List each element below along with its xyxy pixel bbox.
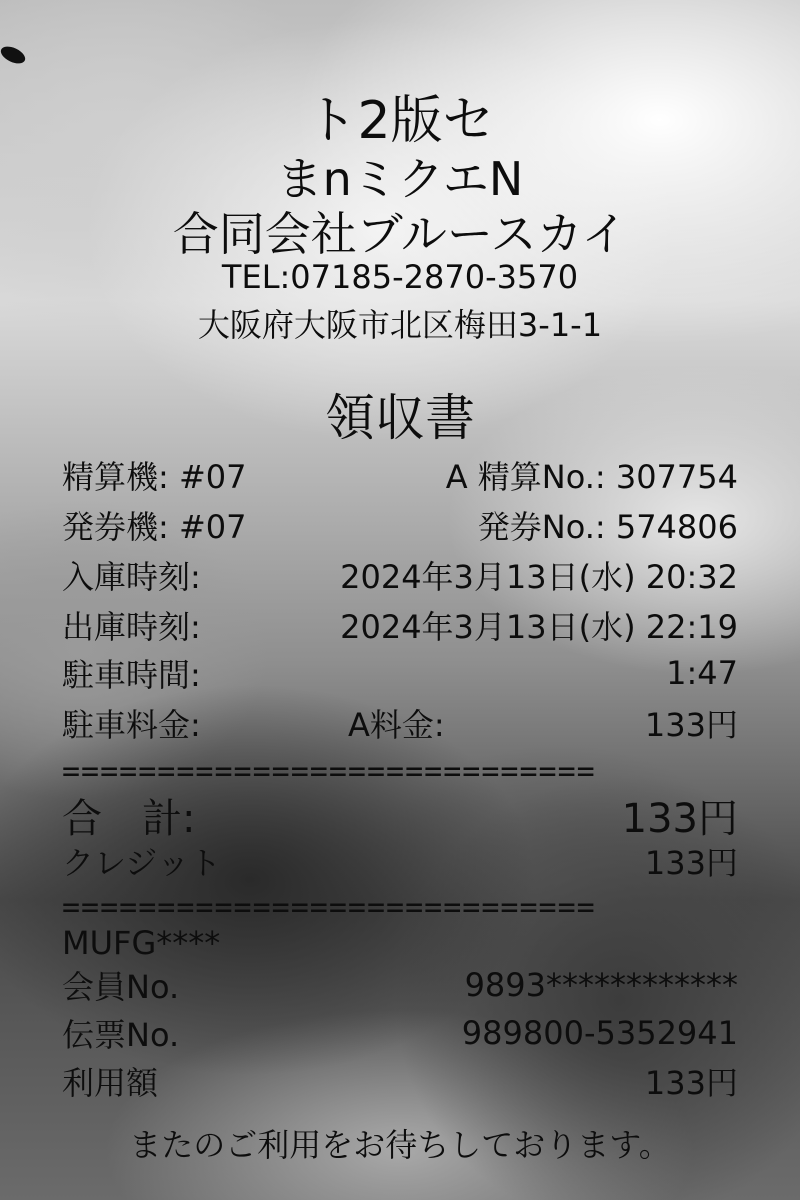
address: 大阪府大阪市北区梅田3-1-1 <box>197 306 603 344</box>
exit-time-value: 2024年3月13日(水) 22:19 <box>340 608 738 646</box>
separator-bottom: ============================ <box>62 890 596 925</box>
credit-row <box>62 838 738 884</box>
phone-number: TEL:07185-2870-3570 <box>221 258 579 296</box>
usage-value: 133円 <box>644 1064 738 1102</box>
parking-fee-row <box>62 700 738 746</box>
member-number: 9893************ <box>464 966 738 1004</box>
slip-number: 989800-5352941 <box>461 1014 738 1052</box>
company-name: 合同会社ブルースカイ <box>172 207 628 261</box>
calc-machine-label: 精算機: #07 <box>62 458 247 496</box>
duration-row <box>62 650 738 696</box>
member-label: 会員No. <box>62 968 180 1006</box>
credit-label: クレジット <box>62 844 222 882</box>
ticket-number: 発券No.: 574806 <box>477 508 738 546</box>
header-line-1: ト2版セ <box>305 91 495 151</box>
card-brand: MUFG**** <box>62 924 221 962</box>
total-label: 合 計: <box>62 795 196 842</box>
exit-time-label: 出庫時刻: <box>62 608 201 646</box>
credit-value: 133円 <box>644 844 738 882</box>
ticket-machine-row <box>62 502 738 548</box>
ticket-machine-label: 発券機: #07 <box>62 508 247 546</box>
calc-number: A 精算No.: 307754 <box>445 458 738 496</box>
duration-label: 駐車時間: <box>62 656 201 694</box>
header-line-2: まnミクエN <box>276 152 524 206</box>
entry-time-value: 2024年3月13日(水) 20:32 <box>340 558 738 596</box>
usage-row <box>62 1058 738 1104</box>
paper-scratch-mark <box>0 43 28 67</box>
exit-time-row <box>62 602 738 648</box>
member-row <box>62 962 738 1008</box>
total-row <box>62 790 738 840</box>
parking-fee-label: 駐車料金: <box>62 706 201 744</box>
separator-top: ============================ <box>62 754 596 789</box>
slip-row <box>62 1010 738 1056</box>
duration-value: 1:47 <box>666 654 738 692</box>
receipt-title: 領収書 <box>325 389 475 447</box>
entry-time-row <box>62 552 738 598</box>
entry-time-label: 入庫時刻: <box>62 558 201 596</box>
total-value: 133円 <box>621 795 738 842</box>
fee-type-label: A料金: <box>348 706 445 744</box>
card-brand-row <box>62 920 738 966</box>
slip-label: 伝票No. <box>62 1016 180 1054</box>
usage-label: 利用額 <box>62 1064 159 1102</box>
footer-message: またのご利用をお待ちしております。 <box>129 1126 671 1164</box>
parking-fee-value: 133円 <box>644 706 738 744</box>
calc-machine-row <box>62 452 738 498</box>
